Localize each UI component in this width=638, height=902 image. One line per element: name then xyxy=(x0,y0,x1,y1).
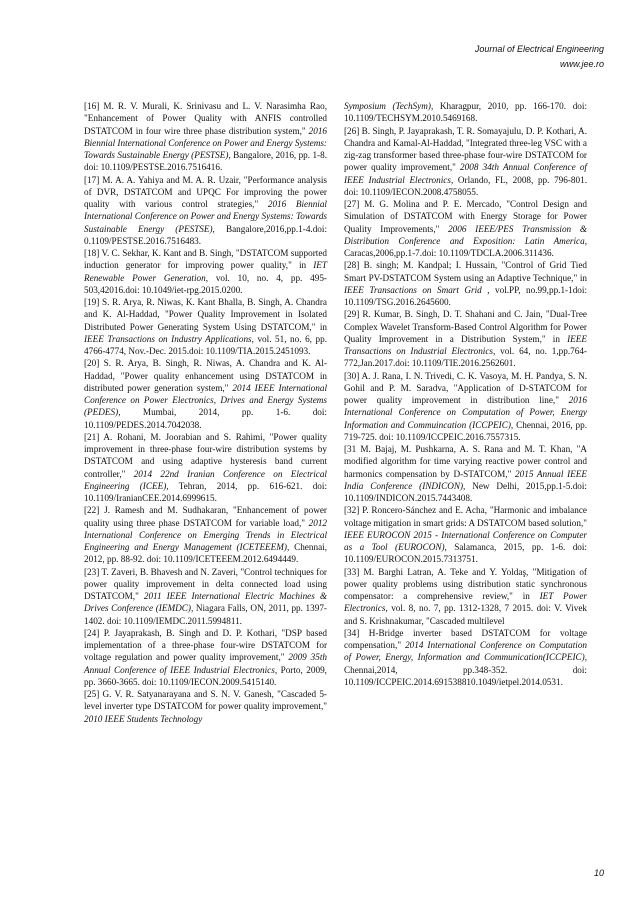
reference-entry xyxy=(84,627,327,688)
references-left-column xyxy=(84,100,327,725)
reference-text: [24] P. Jayaprakash, B. Singh and D. P. Kothari, "DSP based implementation of a three-phase four-wire DSTATCOM for voltage regulation and power quality improvement," xyxy=(84,627,327,663)
reference-entry xyxy=(344,443,587,504)
reference-text: [20] S. R. Arya, B. Singh, R. Niwas, A. Chandra and K. Al-Haddad, "Power quality enhancement using DSTATCOM in distributed power generation system," xyxy=(84,358,327,393)
reference-text: [23] T. Zaveri, B. Bhavesh and N. Zaveri, "Control techniques for power quality improvement in delta connected load using DSTATCOM," xyxy=(84,566,327,601)
reference-details: , Salamanca, 2015, pp. 1-6. doi: 10.1109/EUROCON.2015.7313751. xyxy=(344,542,587,565)
reference-details: , Chennai, 2016, pp. 719-725. doi: 10.1109/ICCPEIC.2016.7557315. xyxy=(344,419,587,442)
reference-details: , Chennai,2014, pp.348-352. doi: 10.1109/ICCPEIC.2014.691538810.1049/ietpel.2014.0531. xyxy=(344,652,587,687)
reference-entry xyxy=(344,504,587,565)
reference-details: , Mumbai, 2014, pp. 1-6. doi: 10.1109/PEDES.2014.7042038. xyxy=(84,407,327,430)
journal-site: www.jee.ro xyxy=(559,59,604,69)
reference-details: , Chennai, 2012, pp. 88-92. doi: 10.1109/ICETEEEM.2012.6494449. xyxy=(84,542,327,565)
reference-venue: IEEE Transactions on Smart Grid xyxy=(344,284,482,295)
reference-entry xyxy=(84,504,327,565)
reference-text: [32] P. Roncero-Sánchez and E. Acha, "Harmonic and imbalance voltage mitigation in smart grids: A DSTATCOM based solution," xyxy=(344,505,587,528)
reference-venue: 2014 International Conference on Computation of Power, Energy, Information and Communication(ICCPEIC) xyxy=(344,640,588,663)
reference-details: , Tehran, 2014, pp. 616-621. doi: 10.1109/IranianCEE.2014.6999615. xyxy=(84,480,327,503)
references-right-column xyxy=(344,100,587,688)
reference-details: , Bangalore,2016,pp.1-4.doi: 0.1109/PESTSE.2016.7516483. xyxy=(84,223,327,246)
reference-text: [34] H-Bridge inverter based DSTATCOM for voltage compensation," xyxy=(344,627,587,650)
reference-text: [31 M. Bajaj, M. Pushkarna, A. S. Rana and M. T. Khan, "A modified algorithm for time varying reactive power control and harmonics compensation by D-STATCOM," xyxy=(344,444,587,479)
reference-text: [29] R. Kumar, B. Singh, D. T. Shahani and C. Jain, "Dual-Tree Complex Wavelet Transform-Based Control Algorithm for Power Quality Improvement in a Distribution System," in xyxy=(344,309,587,344)
reference-venue: 2016 Biennial International Conference on Power and Energy Systems: Towards Sustainable Energy (PESTSE) xyxy=(84,199,327,234)
reference-venue: IEEE EUROCON 2015 - International Conference on Computer as a Tool (EUROCON) xyxy=(344,529,587,552)
reference-venue: 2011 IEEE International Electric Machines & Drives Conference (IEMDC) xyxy=(84,591,327,614)
reference-details: , Porto, 2009, pp. 3660-3665. doi: 10.1109/IECON.2009.5415140. xyxy=(84,664,327,687)
reference-venue: IET Renewable Power Generation xyxy=(84,260,327,283)
reference-entry xyxy=(344,259,587,308)
reference-venue: IET Power Electronics xyxy=(344,591,587,614)
reference-details: , Kharagpur, 2010, pp. 166-170. doi: 10.1109/TECHSYM.2010.5469168. xyxy=(344,101,587,124)
reference-entry xyxy=(344,100,587,125)
reference-text: [18] V. C. Sekhar, K. Kant and B. Singh, "DSTATCOM supported induction generator for improving power quality," in xyxy=(84,248,327,271)
reference-entry xyxy=(84,247,327,296)
reference-details: , New Delhi, 2015,pp.1-5.doi: 10.1109/INDICON.2015.7443408. xyxy=(344,480,587,503)
journal-title: Journal of Electrical Engineering xyxy=(474,44,604,54)
reference-text: [19] S. R. Arya, R. Niwas, K. Kant Bhalla, B. Singh, A. Chandra and K. Al-Haddad, "Power Quality Improvement in Isolated Distributed Power Generating System Using DSTATCOM," in xyxy=(84,297,327,332)
reference-details: , vol. 51, no. 6, pp. 4766-4774, Nov.-Dec. 2015.doi: 10.1109/TIA.2015.2451093. xyxy=(84,333,327,356)
reference-venue: 2016 Biennial International Conference on Power and Energy Systems: Towards Sustainable Energy (PESTSE) xyxy=(84,125,327,160)
reference-details: , vol. 8, no. 7, pp. 1312-1328, 7 2015. doi: V. Vivek and S. Krishnakumar, "Cascaded multilevel xyxy=(344,603,587,626)
reference-entry xyxy=(84,688,327,725)
reference-entry xyxy=(344,627,587,688)
reference-venue: IEEE Transactions on Industrial Electronics xyxy=(344,333,587,356)
reference-entry xyxy=(344,125,587,199)
reference-venue: 2014 22nd Iranian Conference on Electrical Engineering (ICEE) xyxy=(84,468,327,491)
reference-text: [30] A. J. Rana, I. N. Trivedi, C. K. Vasoya, M. H. Pandya, S. N. Gohil and P. M. Saradva, "Application of D-STATCOM for power quality improvement in distribution line," xyxy=(344,370,587,405)
reference-details: , vol. 64, no. 1,pp.764-772,Jan.2017.doi: 10.1109/TIE.2016.2562601. xyxy=(344,346,587,369)
reference-text: [16] M. R. V. Murali, K. Srinivasu and L. V. Narasimha Rao, "Enhancement of Power Quality with ANFIS controlled DSTATCOM in four wire three phase distribution system," xyxy=(84,101,327,136)
reference-entry xyxy=(344,566,587,627)
reference-details: , Caracas,2006,pp.1-7.doi: 10.1109/TDCLA.2006.311436. xyxy=(344,235,587,258)
reference-details: , vol.PP, no.99,pp.1-1doi: 10.1109/TSG.2016.2645600. xyxy=(344,284,588,307)
reference-venue: IEEE Transactions on Industry Applications xyxy=(84,333,252,344)
reference-entry xyxy=(84,296,327,357)
reference-text: [21] A. Rohani, M. Joorabian and S. Rahimi, "Power quality improvement in three-phase four-wire distribution systems by DSTATCOM and using adaptive hysteresis band current controller," xyxy=(84,431,327,479)
reference-venue: 2012 International Conference on Emerging Trends in Electrical Engineering and Energy Management (ICETEEEM) xyxy=(84,517,327,552)
reference-venue: 2006 IEEE/PES Transmission & Distribution Conference and Exposition: Latin America xyxy=(344,223,587,246)
reference-venue: 2016 International Conference on Computation of Power, Energy Information and Commuincation (ICCPEIC) xyxy=(344,395,587,430)
journal-header xyxy=(475,42,604,72)
reference-venue: Symposium (TechSym) xyxy=(344,101,431,111)
reference-text: [17] M. A. A. Yahiya and M. A. R. Uzair, "Performance analysis of DVR, DSTATCOM and UPQC For improving the power quality with various control strategies," xyxy=(84,174,327,209)
reference-entry xyxy=(84,100,327,174)
reference-entry xyxy=(84,357,327,431)
reference-entry xyxy=(84,431,327,505)
reference-venue: 2010 IEEE Students Technology xyxy=(84,713,203,724)
reference-venue: 2009 35th Annual Conference of IEEE Industrial Electronics xyxy=(84,652,327,675)
reference-text: [28] B. singh; M. Kandpal; I. Hussain, "Control of Grid Tied Smart PV-DSTATCOM System using an Adaptive Technique," in xyxy=(344,260,587,283)
reference-entry xyxy=(344,370,587,444)
reference-venue: 2008 34th Annual Conference of IEEE Industrial Electronics xyxy=(344,162,587,185)
reference-venue: 2014 IEEE International Conference on Power Electronics, Drives and Energy Systems (PEDES) xyxy=(84,382,327,418)
reference-entry xyxy=(344,308,587,369)
page-number: 10 xyxy=(593,868,604,878)
reference-venue: 2015 Annual IEEE India Conference (INDICON) xyxy=(344,468,587,491)
reference-details: , Orlando, FL, 2008, pp. 796-801. doi: 10.1109/IECON.2008.4758055. xyxy=(344,174,588,197)
reference-text: [26] B. Singh, P. Jayaprakash, T. R. Somayajulu, D. P. Kothari, A. Chandra and Kamal-Al-Haddad, "Integrated three-leg VSC with a zig-zag transformer based three-phase four-wire DSTATCOM for power quality improvement," xyxy=(344,125,587,173)
reference-entry xyxy=(84,174,327,248)
reference-details: , Niagara Falls, ON, 2011, pp. 1397-1402. doi: 10.1109/IEMDC.2011.5994811. xyxy=(84,603,327,626)
reference-entry xyxy=(84,566,327,627)
reference-text: [33] M. Barghi Latran, A. Teke and Y. Yoldaş, "Mitigation of power quality problems using distribution static synchronous compensator: a comprehensive review," in xyxy=(344,566,587,601)
reference-text: [22] J. Ramesh and M. Sudhakaran, "Enhancement of power quality using three phase DSTATCOM for variable load," xyxy=(84,505,327,528)
reference-details: , Bangalore, 2016, pp. 1-8. doi: 10.1109/PESTSE.2016.7516416. xyxy=(84,150,327,173)
reference-entry xyxy=(344,198,587,259)
reference-text: [27] M. G. Molina and P. E. Mercado, "Control Design and Simulation of DSTATCOM with Energy Storage for Power Quality Improvements," xyxy=(344,199,587,234)
reference-text: [25] G. V. R. Satyanarayana and S. N. V. Ganesh, "Cascaded 5-level inverter type DSTATCOM for power quality improvement," xyxy=(84,689,327,712)
reference-details: , vol. 10, no. 4, pp. 495-503,42016.doi: 10.1049/iet-rpg.2015.0200. xyxy=(84,272,327,295)
